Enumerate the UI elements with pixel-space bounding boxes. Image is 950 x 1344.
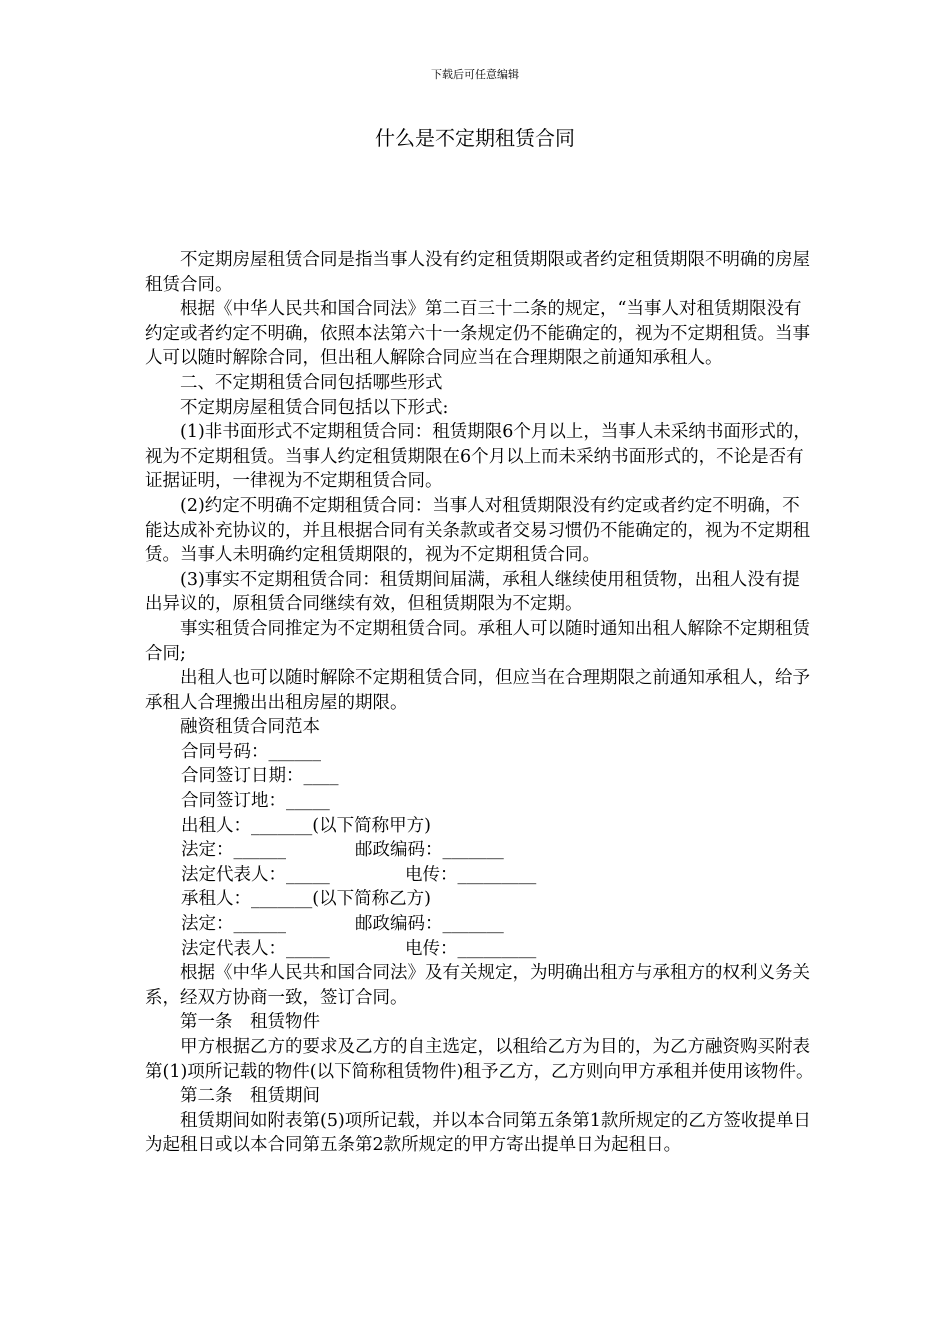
lessee-line: 承租人：_______(以下简称乙方)	[181, 889, 431, 910]
paragraph: 事实租赁合同推定为不定期租赁合同。承租人可以随时通知出租人解除不定期租赁合同;	[145, 618, 810, 664]
document-body	[145, 248, 817, 1158]
paragraph: 租赁期间如附表第(5)项所记载，并以本合同第五条第1款所规定的乙方签收提单日为起租日或以本合同第五条第2款所规定的甲方寄出提单日为起租日。	[145, 1110, 811, 1156]
lessor-rep-row	[145, 863, 817, 888]
section-heading: 融资租赁合同范本	[180, 717, 320, 738]
lessor-postcode: 邮政编码：_______	[355, 840, 504, 861]
lessee-postcode: 邮政编码：_______	[355, 914, 504, 935]
lessor-line: 出租人：_______(以下简称甲方)	[181, 815, 431, 836]
paragraph: 不定期房屋租赁合同包括以下形式:	[180, 397, 449, 418]
sign-place-line: 合同签订地：_____	[181, 791, 330, 812]
lessee-rep-row	[145, 937, 817, 962]
lessee-fax: 电传：_________	[405, 938, 537, 959]
header-note: 下载后可任意编辑	[431, 68, 519, 81]
lessor-fax: 电传：_________	[405, 864, 537, 885]
paragraph: 不定期房屋租赁合同是指当事人没有约定租赁期限或者约定租赁期限不明确的房屋租赁合同。	[145, 250, 810, 295]
paragraph: (1)非书面形式不定期租赁合同：租赁期限6个月以上，当事人未采纳书面形式的，视为不定期租赁。当事人约定租赁期限在6个月以上而未采纳书面形式的，不论是否有证据证明，一律视为不定期租赁合同。	[145, 422, 811, 492]
document-title: 什么是不定期租赁合同	[375, 126, 575, 150]
paragraph: 根据《中华人民共和国合同法》及有关规定，为明确出租方与承租方的权利义务关系，经双方协商一致，签订合同。	[145, 963, 810, 1008]
paragraph: 根据《中华人民共和国合同法》第二百三十二条的规定，“当事人对租赁期限没有约定或者约定不明确，依照本法第六十一条规定仍不能确定的，视为不定期租赁。当事人可以随时解除合同，但出租人解除合同应当在合理期限之前通知承租人。	[145, 299, 810, 369]
lessor-legal: 法定：______	[181, 840, 286, 861]
article-heading: 第一条 租赁物件	[180, 1012, 320, 1033]
paragraph: (3)事实不定期租赁合同：租赁期间届满，承租人继续使用租赁物，出租人没有提出异议的，原租赁合同继续有效，但租赁期限为不定期。	[145, 569, 800, 615]
article-heading: 第二条 租赁期间	[180, 1086, 320, 1107]
section-heading: 二、不定期租赁合同包括哪些形式	[180, 372, 443, 393]
lessor-rep: 法定代表人：_____	[181, 864, 330, 885]
lessor-legal-row	[145, 838, 817, 863]
lessee-legal: 法定：______	[181, 914, 286, 935]
lessee-legal-row	[145, 912, 817, 937]
paragraph: 甲方根据乙方的要求及乙方的自主选定，以租给乙方为目的，为乙方融资购买附表第(1)项所记载的物件(以下简称租赁物件)租予乙方，乙方则向甲方承租并使用该物件。	[145, 1037, 814, 1082]
paragraph: 出租人也可以随时解除不定期租赁合同，但应当在合理期限之前通知承租人，给予承租人合理搬出出租房屋的期限。	[145, 668, 810, 713]
lessee-rep: 法定代表人：_____	[181, 938, 330, 959]
paragraph: (2)约定不明确不定期租赁合同：当事人对租赁期限没有约定或者约定不明确，不能达成补充协议的，并且根据合同有关条款或者交易习惯仍不能确定的，视为不定期租赁。当事人未明确约定租赁期限的，视为不定期租赁合同。	[145, 495, 810, 566]
contract-number-line: 合同号码：______	[181, 741, 321, 762]
sign-date-line: 合同签订日期：____	[181, 766, 339, 787]
